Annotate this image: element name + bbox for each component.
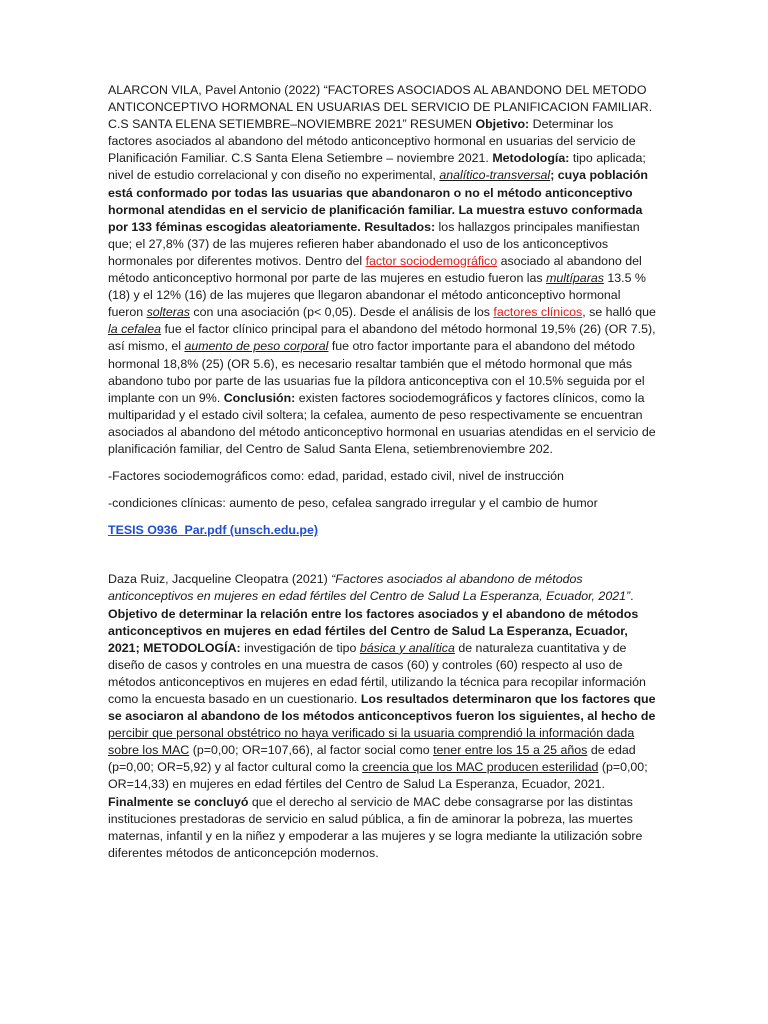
document-page	[108, 82, 658, 862]
poblacion-text: ; cuya población está conformado por todas las usuarias que abandonaron o no el método anticonceptivo hormonal atendidas en el servicio de planificación familiar. La muestra estuvo conformada por 133 féminas escogidas aleatoriamente.	[108, 168, 648, 234]
tesis-pdf-link[interactable]: TESIS O936_Par.pdf (unsch.edu.pe)	[108, 523, 319, 538]
metodologia-text-2: investigación de tipo	[240, 640, 360, 655]
naturaleza-text: de naturaleza cuantitativa y de diseño de casos y controles en una muestra de casos (60) y controles (60) respecto al uso de métodos anticonceptivos en mujeres en edad fértil, utilizando la técnica para recopilar información como la encuesta basado en un cuestionario.	[108, 640, 646, 706]
alarcon-citation: ALARCON VILA, Pavel Antonio (2022) “FACTORES ASOCIADOS AL ABANDONO DEL METODO ANTICONCEPTIVO HORMONAL EN USUARIAS DEL SERVICIO DE PLANIFICACION FAMILIAR. C.S SANTA ELENA SETIEMBRE–NOVIEMBRE 2021” RESUMEN	[108, 83, 653, 132]
asociacion-text: con una asociación (p< 0,05). Desde el análisis de los	[189, 305, 494, 320]
esterilidad-text: (p=0,00; OR=14,33) en mujeres en edad fértiles del Centro de Salud La Esperanza, Ecuador, 2021.	[108, 760, 648, 792]
objetivo-text: Determinar los factores asociados al abandono del método anticonceptivo hormonal en usuarias del servicio de Planificación Familiar. C.S Santa Elena Setiembre – noviembre 2021.	[108, 117, 636, 166]
cefalea-text: fue el factor clínico principal para el abandono del método hormonal 19,5% (26) (OR 7.5), así mismo, el	[108, 322, 656, 354]
multiparas-text: 13.5 % (18) y el 12% (16) de las mujeres que llegaron abandonar el método anticonceptivo hormonal fueron	[108, 271, 646, 320]
bullet-factores-sociodemograficos: -Factores sociodemográficos como: edad, paridad, estado civil, nivel de instrucción	[108, 469, 564, 484]
metodologia-label-2: METODOLOGÍA:	[143, 640, 241, 655]
cefalea-term: la cefalea	[108, 322, 162, 337]
conclusion-label: Conclusión:	[223, 390, 296, 405]
daza-citation: Daza Ruiz, Jacqueline Cleopatra (2021)	[108, 572, 332, 587]
daza-title: “Factores asociados al abandono de métodos anticonceptivos en mujeres en edad fértiles del Centro de Salud La Esperanza, Ecuador, 2021”	[108, 572, 631, 604]
objetivo-label-2: Objetivo	[108, 606, 158, 621]
conclusion-text-2: que el derecho al servicio de MAC debe consagrarse por las distintas instituciones prestadoras de servicio en salud pública, a fin de aminorar la pobreza, las muertes maternas, infantil y en la niñez y empoderar a las mujeres y se logra mediante la utilización sobre diferentes métodos de anticoncepción modernos.	[108, 794, 643, 860]
resultados-label: Resultados:	[364, 219, 436, 234]
metodologia-label: Metodología:	[492, 151, 570, 166]
analitico-transversal-term: analítico-transversal	[439, 168, 551, 183]
tener-edad-underline: tener entre los 15 a 25 años	[433, 743, 588, 758]
aumento-text: fue otro factor importante para el abandono del método hormonal 18,8% (25) (OR 5.6), es necesario resaltar también que el método hormonal que más abandono tubo por parte de las usuarias fue la píldora anticonceptiva con el 10.5% seguida por el implante con un 9%.	[108, 339, 645, 405]
reference-daza-paragraph	[108, 571, 658, 862]
solteras-term: solteras	[146, 305, 190, 320]
metodologia-text: tipo aplicada; nivel de estudio correlacional y con diseño no experimental,	[108, 151, 646, 183]
factor-text: asociado al abandono del método anticonceptivo hormonal por parte de las mujeres en estudio fueron las	[108, 253, 642, 286]
objetivo-label: Objetivo:	[475, 117, 530, 132]
percibir-underline: percibir que personal obstétrico no haya verificado si la usuaria comprendió la información dada sobre los MAC	[108, 726, 635, 758]
factores-clinicos-highlight: factores clínicos	[493, 305, 583, 320]
halló-text: , se halló que	[582, 305, 656, 320]
factor-sociodemografico-highlight: factor sociodemográfico	[365, 253, 498, 268]
factor-social-text: (p=0,00; OR=107,66), al factor social como	[189, 743, 434, 758]
creencia-underline: creencia que los MAC producen esterilidad	[362, 760, 599, 775]
conclusion-text: existen factores sociodemográficos y factores clínicos, como la multiparidad y el estado civil soltera; la cefalea, aumento de peso respectivamente se encuentran asociados al abandono del método anticonceptivo hormonal en usuarias atendidas en el servicio de planificación familiar, del Centro de Salud Santa Elena, setiembrenoviembre 202.	[108, 390, 656, 456]
multiparas-term: multíparas	[546, 271, 604, 286]
bullet-condiciones-clinicas: -condiciones clínicas: aumento de peso, cefalea sangrado irregular y el cambio de humor	[108, 496, 598, 511]
aumento-peso-term: aumento de peso corporal	[184, 339, 329, 354]
basica-analitica-term: básica y analítica	[359, 640, 455, 655]
reference-alarcon-paragraph	[108, 82, 658, 458]
resultados-text: los hallazgos principales manifiestan que; el 27,8% (37) de las mujeres refieren haber abandonado el uso de los anticonceptivos hormonales por diferentes motivos. Dentro del	[108, 219, 640, 268]
objetivo-text-2: de determinar la relación entre los factores asociados y el abandono de métodos anticonceptivos en mujeres en edad fértiles del Centro de Salud La Esperanza, Ecuador, 2021;	[108, 606, 639, 655]
daza-period: .	[630, 589, 634, 604]
finalmente-label: Finalmente se concluyó	[108, 794, 249, 809]
resultados-text-2: Los resultados determinaron que los factores que se asociaron al abandono de los métodos anticonceptivos fueron los siguientes, al hecho de	[108, 692, 656, 724]
edad-text: de edad (p=0,00; OR=5,92) y al factor cultural como la	[108, 743, 636, 775]
